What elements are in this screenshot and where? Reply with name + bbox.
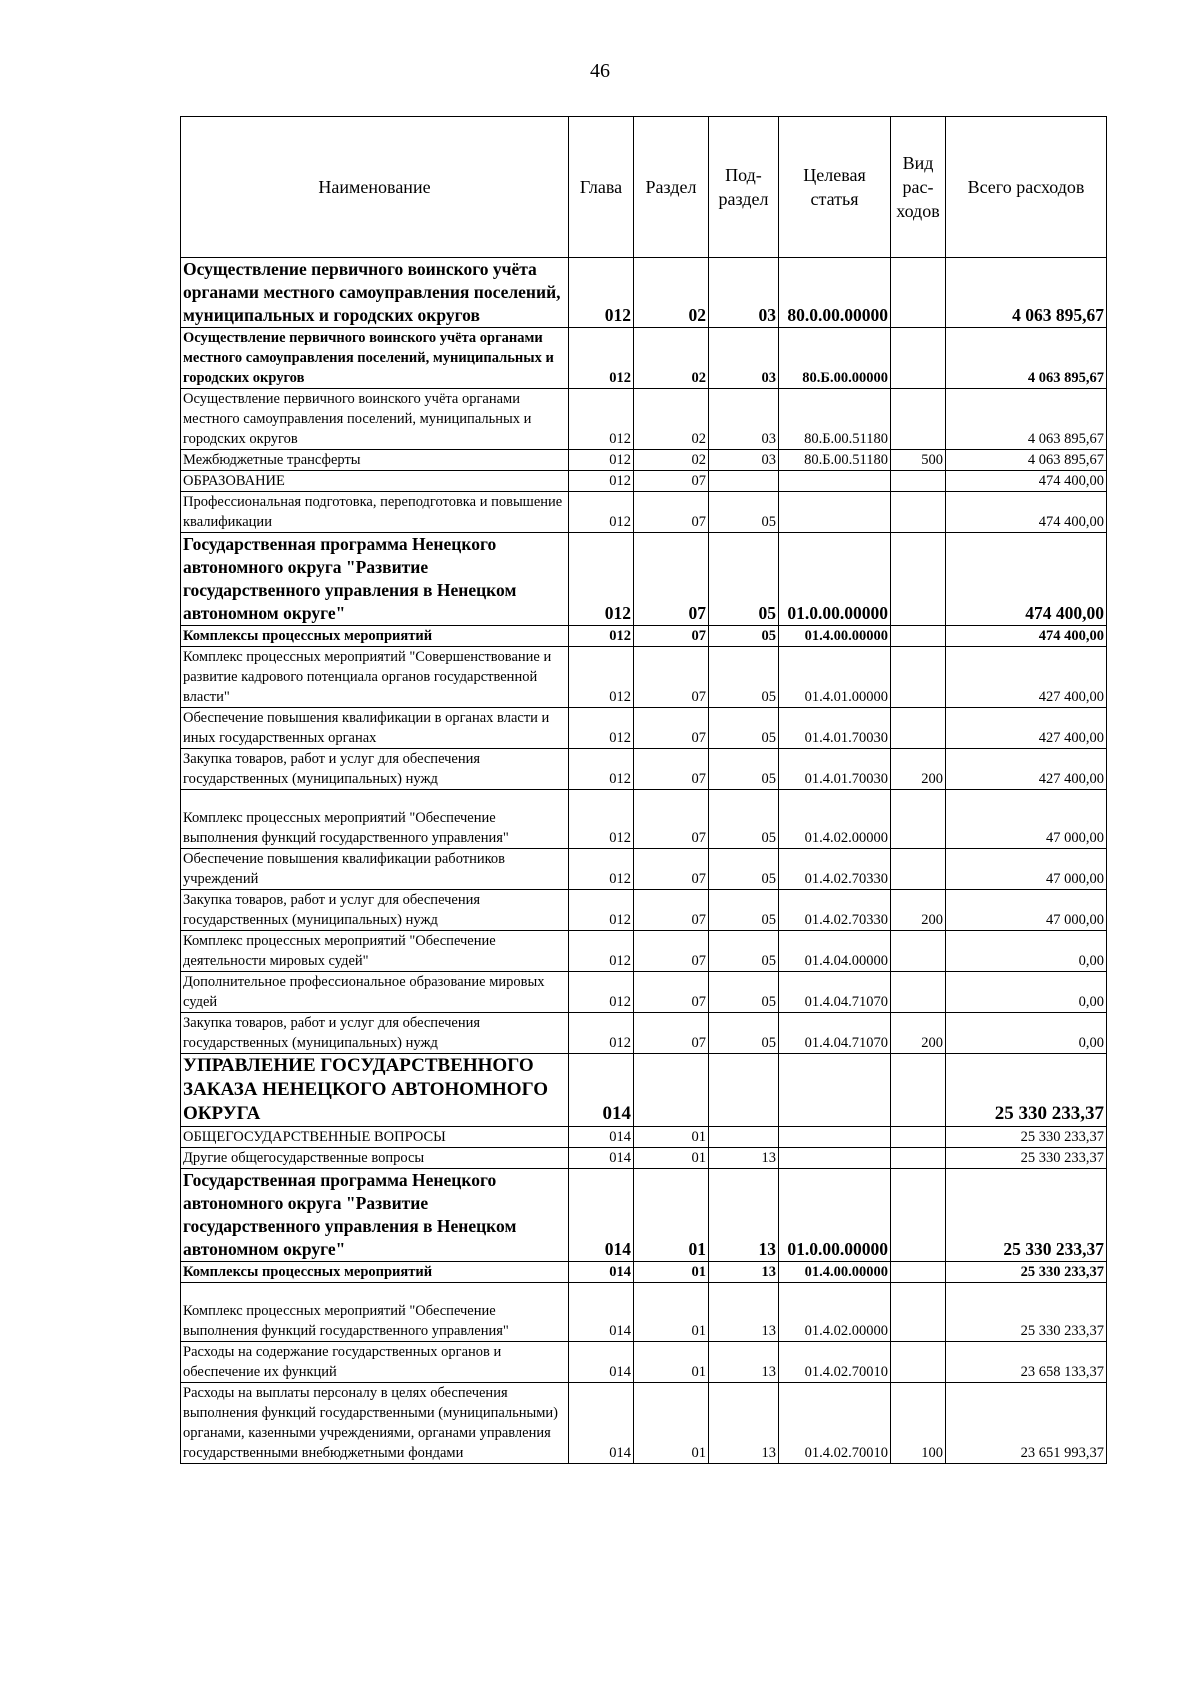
cell-glava: 012: [569, 471, 634, 492]
table-row: [181, 258, 1107, 328]
cell-razdel: 01: [634, 1283, 709, 1342]
cell-glava: 012: [569, 533, 634, 626]
cell-vid: [891, 1283, 946, 1342]
cell-razdel: 01: [634, 1342, 709, 1383]
cell-statya: 80.Б.00.51180: [779, 450, 891, 471]
cell-vid: [891, 389, 946, 450]
cell-total: 47 000,00: [946, 790, 1107, 849]
cell-podrazdel: 03: [709, 450, 779, 471]
cell-total: 427 400,00: [946, 708, 1107, 749]
cell-total: 23 651 993,37: [946, 1383, 1107, 1464]
table-body: [181, 258, 1107, 1464]
cell-podrazdel: [709, 471, 779, 492]
cell-total: 474 400,00: [946, 471, 1107, 492]
cell-total: 0,00: [946, 931, 1107, 972]
cell-statya: 01.4.02.70330: [779, 849, 891, 890]
cell-name: Осуществление первичного воинского учёта органами местного самоуправления поселений, муниципальных и городских округов: [181, 328, 569, 389]
cell-statya: 01.4.00.00000: [779, 1262, 891, 1283]
cell-total: 474 400,00: [946, 533, 1107, 626]
cell-vid: 100: [891, 1383, 946, 1464]
cell-statya: 80.Б.00.51180: [779, 389, 891, 450]
cell-name: Расходы на выплаты персоналу в целях обеспечения выполнения функций государственными (муниципальными) органами, казенными учреждениями, органами управления государственными внебюджетными фондами: [181, 1383, 569, 1464]
cell-total: 25 330 233,37: [946, 1148, 1107, 1169]
table-row: [181, 1169, 1107, 1262]
cell-name: ОБРАЗОВАНИЕ: [181, 471, 569, 492]
cell-razdel: 01: [634, 1148, 709, 1169]
cell-statya: 01.4.00.00000: [779, 626, 891, 647]
cell-name: Расходы на содержание государственных органов и обеспечение их функций: [181, 1342, 569, 1383]
cell-glava: 014: [569, 1054, 634, 1127]
cell-vid: [891, 972, 946, 1013]
cell-total: 25 330 233,37: [946, 1054, 1107, 1127]
cell-name: Обеспечение повышения квалификации работников учреждений: [181, 849, 569, 890]
cell-statya: [779, 1054, 891, 1127]
header-razdel: Раздел: [634, 117, 709, 258]
cell-total: 25 330 233,37: [946, 1169, 1107, 1262]
cell-glava: 012: [569, 626, 634, 647]
table-row: [181, 849, 1107, 890]
cell-podrazdel: 03: [709, 389, 779, 450]
cell-razdel: 01: [634, 1383, 709, 1464]
cell-statya: 80.Б.00.00000: [779, 328, 891, 389]
table-row: [181, 890, 1107, 931]
cell-name: Осуществление первичного воинского учёта органами местного самоуправления поселений, муниципальных и городских округов: [181, 389, 569, 450]
cell-vid: [891, 647, 946, 708]
cell-total: 474 400,00: [946, 492, 1107, 533]
cell-podrazdel: 05: [709, 1013, 779, 1054]
cell-glava: 012: [569, 790, 634, 849]
cell-glava: 014: [569, 1148, 634, 1169]
cell-razdel: 02: [634, 258, 709, 328]
cell-total: 474 400,00: [946, 626, 1107, 647]
cell-name: Комплекс процессных мероприятий "Обеспечение выполнения функций государственного управления": [181, 790, 569, 849]
table-row: [181, 749, 1107, 790]
cell-total: 0,00: [946, 972, 1107, 1013]
cell-vid: [891, 533, 946, 626]
cell-statya: 01.0.00.00000: [779, 533, 891, 626]
cell-name: Осуществление первичного воинского учёта органами местного самоуправления поселений, муниципальных и городских округов: [181, 258, 569, 328]
cell-razdel: 07: [634, 972, 709, 1013]
header-celevaya-line1: Целевая: [803, 165, 866, 185]
cell-total: 0,00: [946, 1013, 1107, 1054]
cell-statya: 01.0.00.00000: [779, 1169, 891, 1262]
cell-podrazdel: 05: [709, 849, 779, 890]
cell-razdel: 07: [634, 790, 709, 849]
table-row: [181, 1148, 1107, 1169]
cell-vid: [891, 708, 946, 749]
cell-razdel: 07: [634, 931, 709, 972]
table-row: [181, 790, 1107, 849]
cell-podrazdel: 13: [709, 1342, 779, 1383]
cell-glava: 012: [569, 450, 634, 471]
cell-podrazdel: 03: [709, 328, 779, 389]
header-celevaya-line2: статья: [810, 189, 859, 209]
cell-statya: [779, 1148, 891, 1169]
table-row: [181, 931, 1107, 972]
cell-statya: 01.4.02.00000: [779, 790, 891, 849]
cell-total: 25 330 233,37: [946, 1127, 1107, 1148]
cell-name: Комплексы процессных мероприятий: [181, 626, 569, 647]
header-name: Наименование: [181, 117, 569, 258]
cell-statya: 01.4.02.70330: [779, 890, 891, 931]
cell-vid: [891, 1169, 946, 1262]
cell-podrazdel: 13: [709, 1383, 779, 1464]
cell-name: Профессиональная подготовка, переподготовка и повышение квалификации: [181, 492, 569, 533]
cell-glava: 014: [569, 1127, 634, 1148]
cell-name: Государственная программа Ненецкого автономного округа "Развитие государственного управления в Ненецком автономном округе": [181, 1169, 569, 1262]
header-vid-rashodov: [891, 117, 946, 258]
cell-total: 25 330 233,37: [946, 1262, 1107, 1283]
cell-total: 427 400,00: [946, 647, 1107, 708]
table-row: [181, 708, 1107, 749]
table-row: [181, 492, 1107, 533]
cell-podrazdel: 05: [709, 931, 779, 972]
cell-vid: [891, 931, 946, 972]
cell-podrazdel: 05: [709, 790, 779, 849]
cell-vid: 500: [891, 450, 946, 471]
header-glava: Глава: [569, 117, 634, 258]
cell-vid: [891, 1262, 946, 1283]
cell-vid: [891, 492, 946, 533]
cell-vid: [891, 626, 946, 647]
header-vid-line2: рас-: [902, 177, 934, 197]
cell-glava: 012: [569, 749, 634, 790]
cell-podrazdel: 05: [709, 626, 779, 647]
cell-podrazdel: 13: [709, 1283, 779, 1342]
cell-glava: 012: [569, 849, 634, 890]
cell-podrazdel: 05: [709, 533, 779, 626]
cell-podrazdel: 05: [709, 647, 779, 708]
header-celevaya-statya: [779, 117, 891, 258]
header-podrazdel: [709, 117, 779, 258]
cell-total: 427 400,00: [946, 749, 1107, 790]
cell-name: Комплекс процессных мероприятий "Совершенствование и развитие кадрового потенциала органов государственной власти": [181, 647, 569, 708]
table-row: [181, 471, 1107, 492]
cell-podrazdel: 13: [709, 1262, 779, 1283]
cell-statya: [779, 1127, 891, 1148]
cell-glava: 012: [569, 890, 634, 931]
cell-glava: 014: [569, 1383, 634, 1464]
cell-razdel: 02: [634, 450, 709, 471]
cell-razdel: 01: [634, 1262, 709, 1283]
cell-podrazdel: 13: [709, 1169, 779, 1262]
cell-vid: [891, 849, 946, 890]
cell-vid: [891, 790, 946, 849]
cell-name: Обеспечение повышения квалификации в органах власти и иных государственных органах: [181, 708, 569, 749]
cell-vid: [891, 1342, 946, 1383]
cell-vid: [891, 1054, 946, 1127]
cell-total: 47 000,00: [946, 849, 1107, 890]
cell-razdel: 01: [634, 1127, 709, 1148]
table-row: [181, 1054, 1107, 1127]
cell-glava: 012: [569, 328, 634, 389]
cell-name: Комплекс процессных мероприятий "Обеспечение деятельности мировых судей": [181, 931, 569, 972]
table-row: [181, 450, 1107, 471]
table-row: [181, 1127, 1107, 1148]
cell-glava: 012: [569, 1013, 634, 1054]
header-podrazdel-line2: раздел: [718, 189, 769, 209]
table-row: [181, 328, 1107, 389]
cell-vid: 200: [891, 1013, 946, 1054]
cell-razdel: 07: [634, 471, 709, 492]
cell-name: Закупка товаров, работ и услуг для обеспечения государственных (муниципальных) нужд: [181, 749, 569, 790]
cell-total: 4 063 895,67: [946, 389, 1107, 450]
cell-glava: 014: [569, 1262, 634, 1283]
cell-statya: 80.0.00.00000: [779, 258, 891, 328]
cell-statya: 01.4.01.70030: [779, 708, 891, 749]
cell-podrazdel: 13: [709, 1148, 779, 1169]
table-row: [181, 1013, 1107, 1054]
cell-razdel: 07: [634, 626, 709, 647]
cell-podrazdel: 05: [709, 708, 779, 749]
table-header-row: [181, 117, 1107, 258]
cell-glava: 014: [569, 1283, 634, 1342]
cell-razdel: 07: [634, 1013, 709, 1054]
cell-name: Закупка товаров, работ и услуг для обеспечения государственных (муниципальных) нужд: [181, 1013, 569, 1054]
cell-statya: 01.4.01.70030: [779, 749, 891, 790]
cell-name: ОБЩЕГОСУДАРСТВЕННЫЕ ВОПРОСЫ: [181, 1127, 569, 1148]
header-vid-line3: ходов: [896, 201, 940, 221]
cell-podrazdel: 05: [709, 492, 779, 533]
table-row: [181, 1283, 1107, 1342]
cell-razdel: 02: [634, 328, 709, 389]
cell-razdel: [634, 1054, 709, 1127]
cell-statya: [779, 492, 891, 533]
cell-podrazdel: 03: [709, 258, 779, 328]
cell-statya: 01.4.02.70010: [779, 1342, 891, 1383]
cell-razdel: 07: [634, 708, 709, 749]
table-row: [181, 647, 1107, 708]
cell-name: Другие общегосударственные вопросы: [181, 1148, 569, 1169]
table-row: [181, 533, 1107, 626]
cell-total: 23 658 133,37: [946, 1342, 1107, 1383]
cell-glava: 012: [569, 931, 634, 972]
cell-glava: 014: [569, 1169, 634, 1262]
cell-razdel: 07: [634, 749, 709, 790]
cell-name: Дополнительное профессиональное образование мировых судей: [181, 972, 569, 1013]
cell-razdel: 07: [634, 849, 709, 890]
cell-total: 4 063 895,67: [946, 328, 1107, 389]
cell-razdel: 07: [634, 647, 709, 708]
cell-glava: 014: [569, 1342, 634, 1383]
cell-razdel: 02: [634, 389, 709, 450]
cell-glava: 012: [569, 389, 634, 450]
table-row: [181, 389, 1107, 450]
page-number: 46: [590, 60, 610, 82]
cell-name: Закупка товаров, работ и услуг для обеспечения государственных (муниципальных) нужд: [181, 890, 569, 931]
cell-glava: 012: [569, 492, 634, 533]
cell-total: 47 000,00: [946, 890, 1107, 931]
cell-total: 25 330 233,37: [946, 1283, 1107, 1342]
budget-table: [180, 116, 1107, 1464]
table-row: [181, 626, 1107, 647]
cell-name: УПРАВЛЕНИЕ ГОСУДАРСТВЕННОГО ЗАКАЗА НЕНЕЦКОГО АВТОНОМНОГО ОКРУГА: [181, 1054, 569, 1127]
cell-total: 4 063 895,67: [946, 450, 1107, 471]
cell-statya: [779, 471, 891, 492]
cell-glava: 012: [569, 647, 634, 708]
cell-razdel: 07: [634, 890, 709, 931]
cell-name: Комплекс процессных мероприятий "Обеспечение выполнения функций государственного управления": [181, 1283, 569, 1342]
cell-statya: 01.4.02.00000: [779, 1283, 891, 1342]
cell-podrazdel: [709, 1127, 779, 1148]
cell-glava: 012: [569, 708, 634, 749]
cell-name: Комплексы процессных мероприятий: [181, 1262, 569, 1283]
cell-name: Государственная программа Ненецкого автономного округа "Развитие государственного управления в Ненецком автономном округе": [181, 533, 569, 626]
cell-podrazdel: 05: [709, 890, 779, 931]
cell-statya: 01.4.01.00000: [779, 647, 891, 708]
cell-vid: [891, 328, 946, 389]
cell-razdel: 01: [634, 1169, 709, 1262]
cell-name: Межбюджетные трансферты: [181, 450, 569, 471]
cell-glava: 012: [569, 972, 634, 1013]
cell-razdel: 07: [634, 492, 709, 533]
cell-statya: 01.4.02.70010: [779, 1383, 891, 1464]
cell-statya: 01.4.04.71070: [779, 972, 891, 1013]
table-row: [181, 1342, 1107, 1383]
cell-vid: 200: [891, 749, 946, 790]
header-podrazdel-line1: Под-: [725, 165, 762, 185]
header-vid-line1: Вид: [902, 153, 934, 173]
cell-vid: [891, 258, 946, 328]
header-total: Всего расходов: [946, 117, 1107, 258]
cell-razdel: 07: [634, 533, 709, 626]
cell-total: 4 063 895,67: [946, 258, 1107, 328]
table-row: [181, 972, 1107, 1013]
table-row: [181, 1262, 1107, 1283]
cell-glava: 012: [569, 258, 634, 328]
cell-vid: 200: [891, 890, 946, 931]
cell-statya: 01.4.04.71070: [779, 1013, 891, 1054]
cell-statya: 01.4.04.00000: [779, 931, 891, 972]
cell-vid: [891, 1127, 946, 1148]
cell-vid: [891, 471, 946, 492]
cell-vid: [891, 1148, 946, 1169]
cell-podrazdel: 05: [709, 972, 779, 1013]
table-row: [181, 1383, 1107, 1464]
cell-podrazdel: 05: [709, 749, 779, 790]
cell-podrazdel: [709, 1054, 779, 1127]
